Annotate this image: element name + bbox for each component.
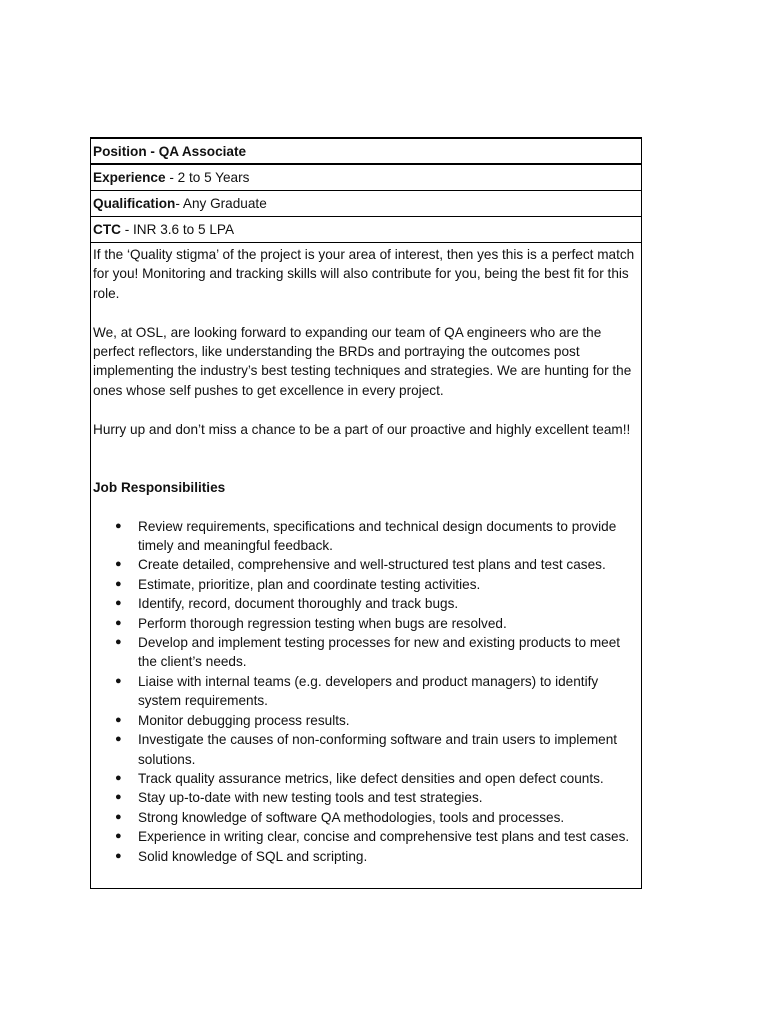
bullet-icon: ● [115, 616, 122, 629]
position-row [91, 139, 641, 165]
paragraph-spacer [93, 497, 638, 516]
list-item-text: Track quality assurance metrics, like defect densities and open defect counts. [138, 770, 604, 786]
list-item-text: Develop and implement testing processes for new and existing products to meet the client’s needs. [138, 635, 621, 670]
list-item-text: Liaise with internal teams (e.g. developers and product managers) to identify system requirements. [138, 673, 599, 709]
description-row [91, 243, 641, 888]
qualification-row [91, 191, 641, 217]
bullet-icon: ● [115, 674, 122, 687]
ctc-row [91, 217, 641, 243]
bullet-icon: ● [115, 597, 122, 610]
list-item-text: Stay up-to-date with new testing tools and test strategies. [138, 790, 483, 806]
bullet-icon: ● [115, 771, 122, 784]
list-item [93, 594, 638, 613]
list-item-text: Experience in writing clear, concise and comprehensive test plans and test cases. [138, 829, 630, 845]
job-description-table [90, 137, 642, 889]
list-item [93, 847, 638, 866]
call-to-action-paragraph: Hurry up and don’t miss a chance to be a part of our proactive and highly excellent team!! [93, 421, 631, 437]
bullet-icon: ● [115, 830, 122, 843]
list-item [93, 672, 638, 711]
bullet-icon: ● [115, 713, 122, 726]
company-paragraph: We, at OSL, are looking forward to expanding our team of QA engineers who are the perfect reflectors, like understanding the BRDs and portraying the outcomes post implementing the industry’s best testing techniques and strategies. We are hunting for the ones whose self pushes to get excellence in every project. [93, 324, 632, 398]
list-item [93, 575, 638, 594]
experience-label: Experience [93, 170, 166, 185]
paragraph-spacer [93, 400, 638, 419]
bullet-icon: ● [115, 577, 122, 590]
list-item-text: Estimate, prioritize, plan and coordinate testing activities. [138, 576, 481, 592]
responsibilities-heading: Job Responsibilities [93, 479, 226, 495]
bullet-icon: ● [115, 849, 122, 862]
list-item-text: Investigate the causes of non-conforming software and train users to implement solutions. [138, 732, 618, 767]
list-item [93, 730, 638, 769]
ctc-value: - INR 3.6 to 5 LPA [120, 222, 235, 237]
responsibilities-list [93, 517, 638, 866]
list-item-text: Solid knowledge of SQL and scripting. [138, 848, 368, 864]
list-item-text: Identify, record, document thoroughly and track bugs. [138, 596, 459, 612]
paragraph-spacer [93, 439, 638, 478]
list-item [93, 769, 638, 788]
list-item-text: Monitor debugging process results. [138, 712, 350, 728]
list-item-text: Strong knowledge of software QA methodologies, tools and processes. [138, 809, 565, 825]
bullet-icon: ● [115, 733, 122, 746]
list-item [93, 614, 638, 633]
list-item [93, 808, 638, 827]
qualification-label: Qualification [93, 196, 176, 211]
bullet-icon: ● [115, 558, 122, 571]
list-item [93, 555, 638, 574]
bullet-icon: ● [115, 810, 122, 823]
experience-value: - 2 to 5 Years [165, 170, 250, 185]
list-item [93, 711, 638, 730]
list-item [93, 517, 638, 556]
list-item [93, 788, 638, 807]
intro-paragraph: If the ‘Quality stigma’ of the project is your area of interest, then yes this is a perfect match for you! Monitoring and tracking skills will also contribute for you, being the best fit for this role. [93, 247, 635, 301]
paragraph-spacer [93, 303, 638, 322]
qualification-value: - Any Graduate [175, 196, 267, 211]
bullet-icon: ● [115, 519, 122, 532]
list-item [93, 633, 638, 672]
bullet-icon: ● [115, 791, 122, 804]
list-item-text: Perform thorough regression testing when bugs are resolved. [138, 615, 507, 631]
position-title: Position - QA Associate [93, 144, 247, 159]
bullet-icon: ● [115, 636, 122, 649]
list-item-text: Create detailed, comprehensive and well-structured test plans and test cases. [138, 557, 606, 573]
experience-row [91, 165, 641, 191]
list-item [93, 827, 638, 846]
ctc-label: CTC [93, 222, 121, 237]
list-item-text: Review requirements, specifications and technical design documents to provide timely and meaningful feedback. [138, 518, 617, 554]
